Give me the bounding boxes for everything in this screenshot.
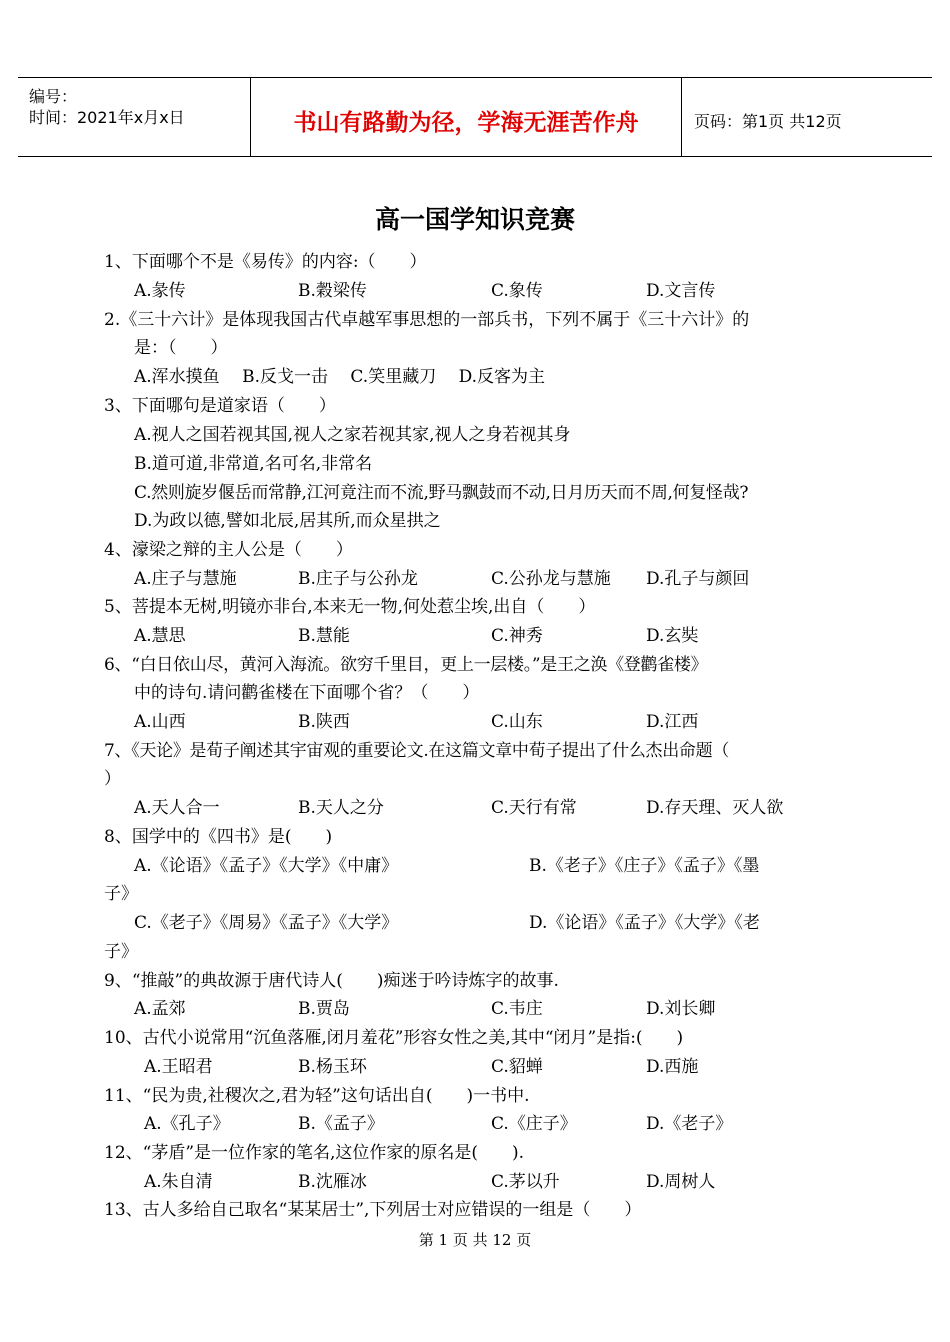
question-6-option-b: B.陕西 (298, 712, 350, 732)
question-9-stem: 9、“推敲”的典故源于唐代诗人( )痴迷于吟诗炼字的故事. (104, 971, 559, 991)
question-7-option-a: A.天人合一 (134, 798, 220, 818)
question-7-option-b: B.天人之分 (298, 798, 384, 818)
question-8-option-b-continued: 子》 (104, 884, 138, 904)
question-11-option-b: B.《孟子》 (298, 1114, 384, 1134)
question-12-option-a: A.朱自清 (144, 1172, 213, 1192)
question-12-option-b: B.沈雁冰 (298, 1172, 367, 1192)
question-7-option-c: C.天行有常 (491, 798, 577, 818)
question-4-option-b: B.庄子与公孙龙 (298, 569, 418, 589)
question-7-stem: 7、《天论》是荀子阐述其宇宙观的重要论文.在这篇文章中荀子提出了什么杰出命题（ (104, 741, 730, 761)
question-8-option-c: C.《老子》《周易》《孟子》《大学》 (134, 913, 399, 933)
question-5-option-b: B.慧能 (298, 626, 350, 646)
question-2-options: A.浑水摸鱼 B.反戈一击 C.笑里藏刀 D.反客为主 (134, 367, 546, 387)
question-8-option-d-continued: 子》 (104, 942, 138, 962)
question-8-option-b: B.《老子》《庄子》《孟子》《墨 (529, 856, 760, 876)
question-10-option-b: B.杨玉环 (298, 1057, 367, 1077)
question-5-option-c: C.神秀 (491, 626, 543, 646)
question-7-stem-continued: ） (104, 769, 121, 789)
question-5-stem: 5、菩提本无树,明镜亦非台,本来无一物,何处惹尘埃,出自（ ） (104, 597, 596, 617)
motto-text: 书山有路勤为径，学海无涯苦作舟 (293, 110, 639, 136)
question-9-option-b: B.贾岛 (298, 999, 350, 1019)
question-3-option-c: C.然则旋岁偃岳而常静,江河竟注而不流,野马飘鼓而不动,日月历天而不周,何复怪哉? (134, 483, 749, 503)
question-5-option-d: D.玄奘 (646, 626, 699, 646)
question-12-stem: 12、“茅盾”是一位作家的笔名,这位作家的原名是( ). (104, 1143, 525, 1163)
document-time-label: 时间：2021年x月x日 (29, 108, 185, 127)
header-info-cell (18, 78, 251, 156)
header-motto-cell (251, 78, 682, 156)
question-3-stem: 3、下面哪句是道家语（ ） (104, 396, 336, 416)
question-8-option-d: D.《论语》《孟子》《大学》《老 (529, 913, 760, 933)
question-10-option-a: A.王昭君 (144, 1057, 213, 1077)
header-page-cell (682, 78, 932, 156)
question-1-option-a: A.彖传 (134, 281, 186, 301)
question-7-option-d: D.存天理、灭人欲 (646, 798, 784, 818)
question-10-option-d: D.西施 (646, 1057, 699, 1077)
header-page-info: 页码：第1页 共12页 (694, 112, 842, 131)
question-9-option-a: A.孟郊 (134, 999, 186, 1019)
question-12-option-d: D.周树人 (646, 1172, 716, 1192)
question-9-option-c: C.韦庄 (491, 999, 543, 1019)
question-4-option-d: D.孔子与颜回 (646, 569, 750, 589)
question-9-option-d: D.刘长卿 (646, 999, 716, 1019)
page-title: 高一国学知识竞赛 (374, 205, 575, 234)
question-10-option-c: C.貂蝉 (491, 1057, 543, 1077)
question-4-option-c: C.公孙龙与慧施 (491, 569, 611, 589)
question-11-stem: 11、“民为贵,社稷次之,君为轻”这句话出自( )一书中. (104, 1086, 530, 1106)
question-1-option-d: D.文言传 (646, 281, 716, 301)
question-1-option-c: C.象传 (491, 281, 543, 301)
question-5-option-a: A.慧思 (134, 626, 186, 646)
question-8-stem: 8、国学中的《四书》是( ) (104, 827, 333, 847)
question-12-option-c: C.茅以升 (491, 1172, 560, 1192)
question-10-stem: 10、古代小说常用“沉鱼落雁,闭月羞花”形容女性之美,其中“闭月”是指:( ) (104, 1028, 684, 1048)
question-6-option-c: C.山东 (491, 712, 543, 732)
question-11-option-c: C.《庄子》 (491, 1114, 577, 1134)
question-1-option-b: B.穀梁传 (298, 281, 367, 301)
document-number-label: 编号： (29, 87, 78, 106)
question-2-stem-continued: 是：（ ） (134, 338, 228, 358)
question-11-option-a: A.《孔子》 (144, 1114, 230, 1134)
question-1-stem: 1、下面哪个不是《易传》的内容:（ ） (104, 252, 427, 272)
question-6-stem: 6、“白日依山尽，黄河入海流。欲穷千里目，更上一层楼。”是王之涣《登鹳雀楼》 (104, 655, 708, 675)
question-11-option-d: D.《老子》 (646, 1114, 733, 1134)
question-3-option-b: B.道可道,非常道,名可名,非常名 (134, 454, 373, 474)
question-6-option-d: D.江西 (646, 712, 699, 732)
question-8-option-a: A.《论语》《孟子》《大学》《中庸》 (134, 856, 399, 876)
question-3-option-d: D.为政以德,譬如北辰,居其所,而众星拱之 (134, 511, 441, 531)
question-6-option-a: A.山西 (134, 712, 186, 732)
question-4-option-a: A.庄子与慧施 (134, 569, 237, 589)
question-3-option-a: A.视人之国若视其国,视人之家若视其家,视人之身若视其身 (134, 425, 571, 445)
question-4-stem: 4、濠梁之辩的主人公是（ ） (104, 540, 353, 560)
question-2-stem: 2.《三十六计》是体现我国古代卓越军事思想的一部兵书，下列不属于《三十六计》的 (104, 310, 750, 330)
question-6-stem-continued: 中的诗句.请问鹳雀楼在下面哪个省？（ ） (134, 683, 480, 703)
question-13-stem: 13、古人多给自己取名“某某居士”,下列居士对应错误的一组是（ ） (104, 1200, 642, 1220)
header-table (18, 77, 932, 157)
page-footer: 第 1 页 共 12 页 (418, 1231, 532, 1249)
